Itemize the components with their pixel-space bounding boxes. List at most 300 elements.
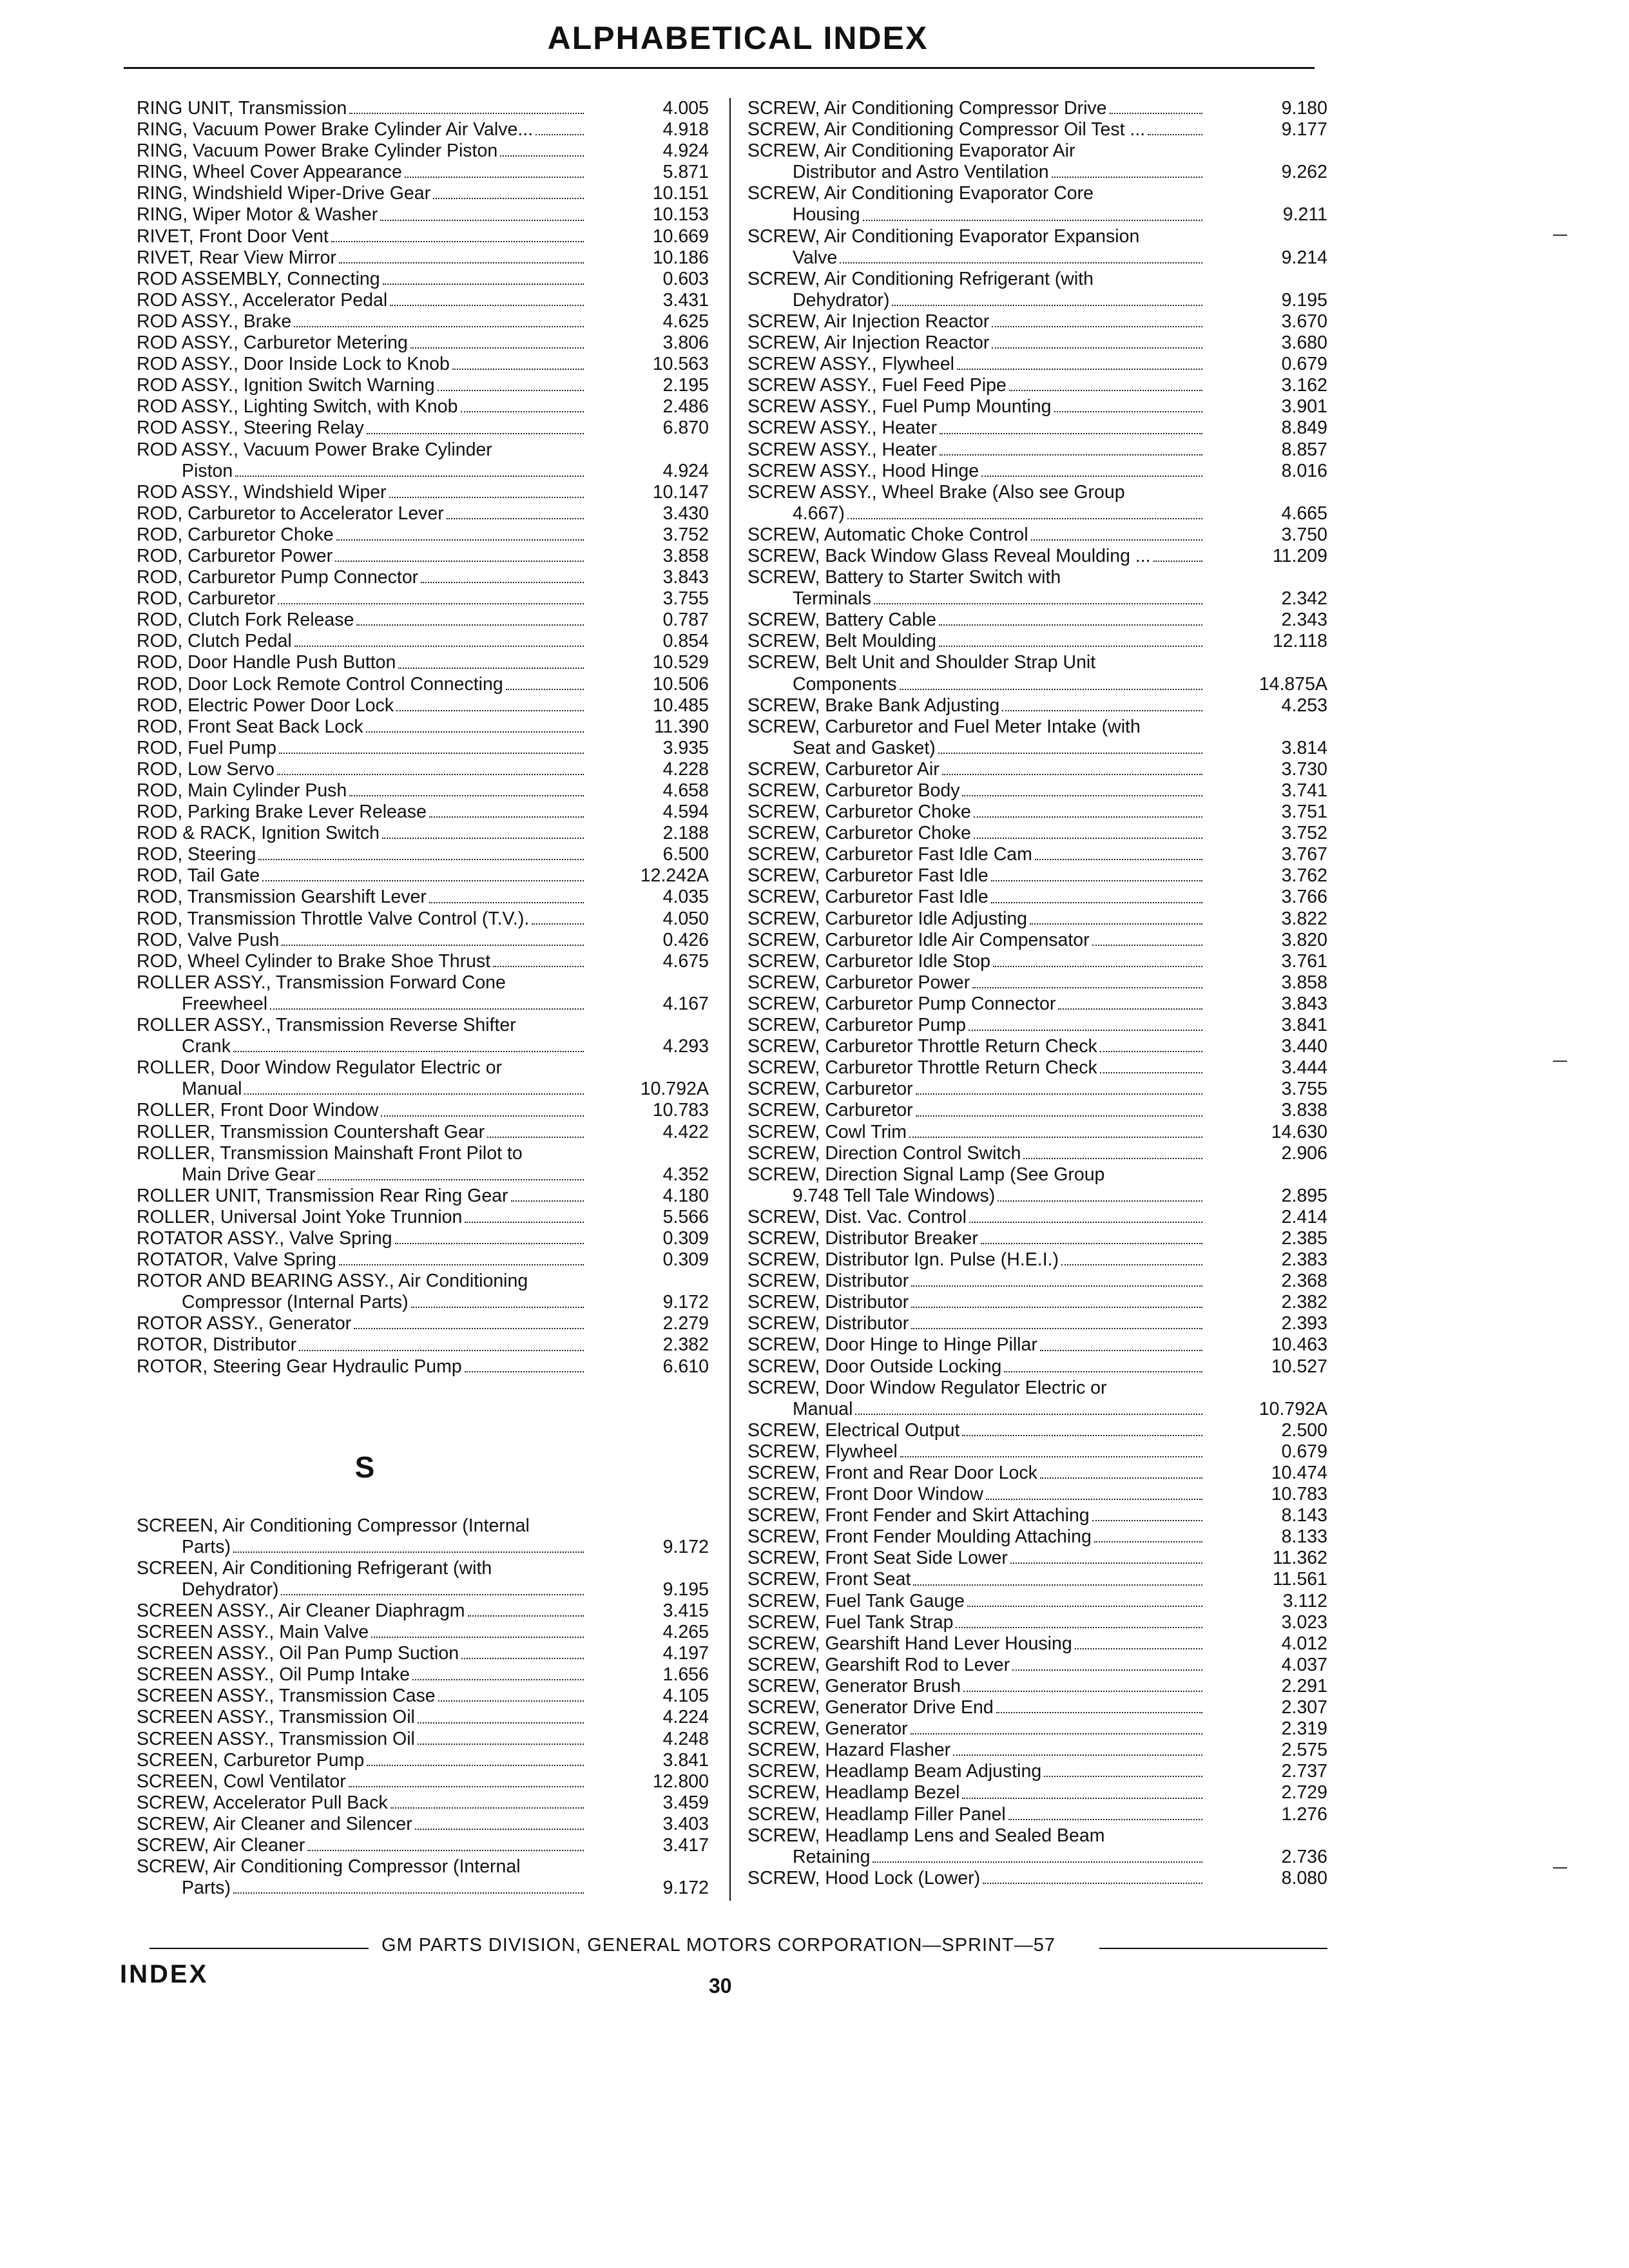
index-entry	[747, 1526, 1327, 1548]
index-entry	[137, 716, 709, 738]
dot-leader	[1035, 859, 1202, 860]
index-entry	[137, 887, 709, 908]
index-entry	[137, 930, 709, 951]
entry-text: ROD, Steering	[137, 844, 256, 865]
dot-leader	[339, 262, 584, 264]
dot-leader	[1004, 1371, 1202, 1372]
entry-line	[747, 972, 1205, 994]
entry-page-ref: 2.343	[1281, 610, 1327, 631]
entry-line	[137, 1186, 586, 1207]
index-entry	[137, 695, 709, 716]
entry-text: SCREW, Door Outside Locking	[747, 1356, 1002, 1377]
index-entry	[137, 1515, 709, 1558]
entry-text: SCREW, Fuel Tank Gauge	[747, 1590, 965, 1611]
entry-page-ref: 3.935	[662, 737, 709, 758]
entry-line	[137, 1079, 586, 1100]
entry-page-ref: 4.658	[662, 780, 709, 801]
index-entry	[747, 567, 1327, 610]
entry-name	[137, 716, 586, 738]
index-entry	[137, 1313, 709, 1334]
entry-line	[747, 247, 1205, 269]
entry-line	[137, 887, 586, 908]
index-entry	[137, 204, 709, 226]
entry-text: ROD, Clutch Pedal	[137, 631, 292, 652]
dot-leader	[487, 1137, 584, 1138]
margin-mark	[1553, 235, 1567, 236]
entry-line	[747, 1655, 1205, 1676]
entry-page-ref: 3.767	[1281, 844, 1327, 865]
entry-page-ref: 4.253	[1281, 695, 1327, 716]
entry-line	[137, 1664, 586, 1686]
entry-line	[137, 610, 586, 631]
entry-text: SCREW, Direction Signal Lamp (See Group	[747, 1164, 1105, 1185]
entry-line	[747, 1143, 1205, 1164]
dot-leader	[913, 1584, 1202, 1586]
entry-line	[747, 1057, 1205, 1079]
index-entry	[137, 567, 709, 588]
index-entry	[747, 865, 1327, 887]
index-entry	[137, 1122, 709, 1143]
entry-line	[747, 652, 1205, 673]
dot-leader	[281, 1594, 584, 1595]
entry-text: SCREW, Carburetor Throttle Return Check	[747, 1036, 1097, 1057]
index-entry	[747, 1463, 1327, 1484]
entry-name	[747, 375, 1205, 396]
index-entry	[747, 98, 1327, 119]
index-entry	[137, 1643, 709, 1664]
index-entry	[137, 1771, 709, 1792]
index-entry	[137, 780, 709, 802]
entry-text: Compressor (Internal Parts)	[182, 1292, 409, 1313]
entry-text: SCREW, Accelerator Pull Back	[137, 1792, 388, 1813]
entry-line	[747, 1356, 1205, 1378]
index-entry	[137, 610, 709, 631]
entry-line	[137, 1558, 586, 1579]
entry-page-ref: 9.180	[1281, 98, 1327, 119]
dot-leader	[279, 753, 584, 754]
entry-line	[747, 204, 1205, 226]
entry-text: Parts)	[182, 1536, 231, 1557]
dot-leader	[983, 1883, 1202, 1884]
entry-name	[137, 1228, 586, 1249]
entry-line	[747, 1740, 1205, 1761]
index-entry	[137, 1015, 709, 1057]
dot-leader	[1009, 390, 1202, 391]
entry-line	[747, 716, 1205, 738]
entry-name	[747, 119, 1205, 140]
index-entry	[137, 311, 709, 332]
entry-text: SCREW, Air Injection Reactor	[747, 311, 990, 332]
entry-name	[137, 908, 586, 930]
entry-page-ref: 3.670	[1281, 311, 1327, 332]
entry-name	[137, 951, 586, 972]
entry-page-ref: 9.211	[1282, 204, 1327, 226]
entry-line	[747, 140, 1205, 162]
index-entry	[137, 1814, 709, 1835]
dot-leader	[461, 1658, 584, 1659]
entry-line	[747, 226, 1205, 247]
entry-name	[747, 1761, 1205, 1782]
index-list-s	[137, 1515, 709, 1899]
entry-name	[747, 1697, 1205, 1718]
entry-text: ROD, Door Handle Push Button	[137, 652, 396, 673]
entry-line	[747, 439, 1205, 461]
entry-page-ref: 3.822	[1281, 908, 1327, 929]
entry-line	[747, 1569, 1205, 1590]
index-entry	[137, 1835, 709, 1856]
entry-page-ref: 2.729	[1281, 1782, 1327, 1803]
index-entry	[137, 226, 709, 247]
entry-page-ref: 3.806	[662, 332, 709, 354]
entry-text: SCREW, Gearshift Rod to Lever	[747, 1654, 1010, 1675]
entry-page-ref: 3.901	[1281, 396, 1327, 418]
entry-name	[747, 1804, 1205, 1825]
entry-name	[747, 1676, 1205, 1697]
entry-name	[747, 311, 1205, 332]
left-column	[137, 98, 709, 1899]
entry-line	[747, 823, 1205, 844]
footer-section-label: INDEX	[120, 1960, 209, 1988]
entry-line	[747, 567, 1205, 588]
entry-line	[137, 1600, 586, 1622]
entry-name	[747, 802, 1205, 823]
entry-name	[137, 1271, 586, 1313]
entry-text: SCREW, Carburetor Choke	[747, 802, 971, 823]
dot-leader	[911, 1285, 1202, 1287]
entry-line	[137, 1515, 586, 1537]
index-list-r	[137, 98, 709, 1378]
entry-name	[747, 1740, 1205, 1761]
margin-mark	[1553, 1061, 1567, 1062]
entry-page-ref: 10.153	[652, 204, 709, 226]
entry-name	[747, 844, 1205, 865]
dot-leader	[872, 1861, 1202, 1863]
entry-line	[747, 631, 1205, 652]
entry-page-ref: 10.186	[652, 247, 709, 268]
entry-name	[747, 418, 1205, 439]
entry-text: SCREW, Door Hinge to Hinge Pillar	[747, 1334, 1037, 1356]
entry-line	[137, 1643, 586, 1664]
entry-page-ref: 0.787	[662, 610, 709, 631]
entry-name	[747, 1207, 1205, 1228]
dot-leader	[981, 476, 1202, 477]
entry-text: SCREW ASSY., Heater	[747, 418, 938, 439]
dot-leader	[398, 668, 584, 669]
entry-text: ROD ASSEMBLY, Connecting	[137, 268, 380, 289]
index-list-screw	[747, 98, 1327, 1889]
entry-page-ref: 3.761	[1281, 950, 1327, 972]
entry-line	[137, 1579, 586, 1600]
entry-line	[747, 98, 1205, 119]
entry-name	[747, 1591, 1205, 1612]
dot-leader	[506, 689, 584, 690]
entry-page-ref: 10.506	[652, 673, 709, 695]
entry-name	[137, 1622, 586, 1643]
entry-text: ROD, Wheel Cylinder to Brake Shoe Thrust	[137, 950, 491, 972]
entry-text: SCREEN ASSY., Transmission Case	[137, 1686, 436, 1707]
entry-page-ref: 2.291	[1281, 1675, 1327, 1696]
entry-page-ref: 2.342	[1281, 588, 1327, 610]
index-entry	[137, 1249, 709, 1271]
entry-page-ref: 3.841	[662, 1749, 709, 1771]
entry-line	[137, 631, 586, 652]
index-entry	[747, 1079, 1327, 1100]
entry-line	[137, 1207, 586, 1228]
entry-page-ref: 0.603	[662, 268, 709, 289]
dot-leader	[511, 1200, 584, 1202]
entry-page-ref: 2.736	[1281, 1846, 1327, 1867]
dot-leader	[892, 305, 1202, 306]
dot-leader	[438, 1700, 584, 1702]
entry-text: Seat and Gasket)	[793, 737, 936, 758]
dot-leader	[282, 945, 584, 946]
entry-line	[137, 418, 586, 439]
entry-text: SCREW, Air Conditioning Compressor Oil Test ...	[747, 119, 1146, 140]
entry-line	[137, 738, 586, 759]
dot-leader	[418, 1722, 584, 1724]
entry-text: SCREW, Carburetor	[747, 1100, 913, 1121]
dot-leader	[468, 1615, 584, 1617]
entry-name	[747, 1122, 1205, 1143]
index-entry	[137, 1622, 709, 1643]
entry-page-ref: 3.403	[662, 1813, 709, 1834]
index-entry	[747, 140, 1327, 183]
entry-text: SCREW, Generator	[747, 1718, 908, 1740]
entry-text: SCREW ASSY., Heater	[747, 439, 938, 460]
entry-page-ref: 10.792A	[640, 1079, 709, 1100]
entry-page-ref: 9.195	[662, 1579, 709, 1600]
entry-line	[747, 887, 1205, 908]
index-entry	[747, 1761, 1327, 1782]
entry-line	[747, 183, 1205, 204]
index-entry	[747, 994, 1327, 1015]
index-entry	[747, 930, 1327, 951]
dot-leader	[438, 390, 584, 391]
entry-page-ref: 10.783	[1271, 1484, 1327, 1505]
entry-page-ref: 8.849	[1281, 418, 1327, 439]
dot-leader	[395, 1243, 584, 1244]
entry-name	[747, 396, 1205, 418]
entry-line	[747, 1249, 1205, 1271]
index-entry	[137, 738, 709, 759]
dot-leader	[863, 220, 1202, 221]
dot-leader	[331, 241, 584, 242]
entry-name	[137, 652, 586, 673]
entry-text: ROD, Door Lock Remote Control Connecting	[137, 673, 503, 695]
index-entry	[137, 674, 709, 695]
entry-text: SCREW, Carburetor Idle Adjusting	[747, 908, 1028, 929]
entry-name	[747, 1633, 1205, 1655]
entry-page-ref: 2.319	[1281, 1718, 1327, 1740]
entry-text: SCREW, Carburetor Choke	[747, 823, 971, 844]
dot-leader	[349, 1786, 584, 1787]
entry-page-ref: 4.228	[662, 758, 709, 780]
index-entry	[747, 1271, 1327, 1292]
entry-text: Manual	[793, 1398, 853, 1419]
entry-name	[747, 780, 1205, 802]
entry-line	[747, 1782, 1205, 1803]
entry-name	[137, 1515, 586, 1558]
entry-name	[137, 802, 586, 823]
dot-leader	[389, 497, 584, 498]
dot-leader	[992, 326, 1202, 327]
entry-text: SCREW, Carburetor Pump Connector	[747, 993, 1056, 1014]
entry-line	[747, 461, 1205, 482]
dot-leader	[993, 966, 1202, 967]
entry-page-ref: 4.265	[662, 1622, 709, 1643]
entry-line	[137, 1729, 586, 1750]
dot-leader	[938, 753, 1202, 754]
entry-name	[747, 226, 1205, 269]
entry-line	[747, 311, 1205, 332]
dot-leader	[1002, 710, 1202, 711]
entry-line	[747, 503, 1205, 524]
index-entry	[747, 1378, 1327, 1420]
entry-name	[137, 311, 586, 332]
dot-leader	[940, 454, 1202, 456]
entry-page-ref: 4.037	[1281, 1654, 1327, 1675]
dot-leader	[390, 305, 584, 306]
entry-line	[137, 1228, 586, 1249]
entry-line	[137, 1292, 586, 1313]
dot-leader	[233, 1552, 584, 1553]
entry-page-ref: 10.783	[652, 1100, 709, 1121]
entry-text: SCREW, Air Conditioning Refrigerant (with	[747, 268, 1094, 289]
entry-name	[747, 1505, 1205, 1526]
index-entry	[137, 247, 709, 269]
entry-page-ref: 10.529	[652, 652, 709, 673]
entry-page-ref: 3.112	[1282, 1590, 1327, 1611]
index-entry	[137, 418, 709, 439]
index-entry	[137, 908, 709, 930]
entry-page-ref: 12.242A	[640, 865, 709, 887]
entry-text: SCREW, Front Seat	[747, 1569, 911, 1590]
index-entry	[137, 396, 709, 418]
entry-name	[137, 1558, 586, 1600]
index-entry	[137, 140, 709, 162]
index-entry	[137, 375, 709, 396]
entry-page-ref: 2.500	[1281, 1419, 1327, 1441]
entry-line	[137, 354, 586, 375]
entry-page-ref: 3.843	[662, 567, 709, 588]
entry-name	[137, 503, 586, 524]
dot-leader	[874, 603, 1202, 604]
entry-text: SCREW, Hazard Flasher	[747, 1740, 951, 1761]
dot-leader	[258, 859, 584, 860]
dot-leader	[339, 1264, 584, 1265]
entry-text: ROD, Transmission Gearshift Lever	[137, 887, 427, 908]
entry-line	[747, 1228, 1205, 1249]
entry-name	[137, 1643, 586, 1664]
entry-line	[747, 759, 1205, 780]
entry-name	[137, 1100, 586, 1121]
dot-leader	[974, 838, 1202, 839]
entry-line	[747, 610, 1205, 631]
dot-leader	[1040, 1350, 1202, 1351]
dot-leader	[356, 624, 584, 626]
index-entry	[747, 908, 1327, 930]
entry-line	[137, 1015, 586, 1036]
entry-text: Distributor and Astro Ventilation	[793, 162, 1049, 183]
entry-page-ref: 10.669	[652, 226, 709, 247]
entry-line	[747, 1334, 1205, 1356]
entry-page-ref: 8.133	[1281, 1526, 1327, 1548]
dot-leader	[956, 1627, 1202, 1628]
entry-page-ref: 0.309	[662, 1249, 709, 1271]
entry-line	[137, 908, 586, 930]
dot-leader	[433, 198, 584, 199]
entry-line	[747, 1868, 1205, 1889]
entry-name	[747, 1420, 1205, 1441]
entry-name	[747, 1655, 1205, 1676]
entry-line	[747, 1100, 1205, 1121]
index-entry	[137, 162, 709, 183]
entry-text: Crank	[182, 1036, 231, 1057]
entry-line	[747, 1378, 1205, 1399]
index-entry	[747, 1207, 1327, 1228]
entry-name	[137, 1600, 586, 1622]
dot-leader	[299, 1350, 584, 1351]
entry-line	[137, 98, 586, 119]
entry-page-ref: 2.382	[1281, 1292, 1327, 1313]
entry-name	[137, 1664, 586, 1686]
entry-text: SCREW, Carburetor and Fuel Meter Intake (with	[747, 716, 1141, 737]
entry-line	[137, 1356, 586, 1378]
entry-text: ROD, Tail Gate	[137, 865, 260, 887]
entry-page-ref: 12.118	[1272, 631, 1327, 652]
dot-leader	[382, 838, 584, 839]
dot-leader	[840, 262, 1202, 264]
dot-leader	[992, 347, 1202, 349]
entry-line	[747, 1271, 1205, 1292]
entry-name	[747, 567, 1205, 610]
entry-text: SCREW, Gearshift Hand Lever Housing	[747, 1633, 1072, 1654]
entry-text: ROD ASSY., Vacuum Power Brake Cylinder	[137, 439, 492, 460]
entry-line	[747, 1591, 1205, 1612]
index-entry	[747, 546, 1327, 567]
entry-page-ref: 12.800	[652, 1771, 709, 1792]
entry-line	[747, 119, 1205, 140]
entry-text: SCREW, Belt Moulding	[747, 631, 937, 652]
entry-text: SCREW, Air Conditioning Evaporator Air	[747, 140, 1075, 162]
entry-line	[137, 1100, 586, 1121]
entry-name	[747, 823, 1205, 844]
entry-text: ROTOR, Steering Gear Hydraulic Pump	[137, 1356, 462, 1377]
entry-name	[137, 290, 586, 311]
entry-text: RING, Vacuum Power Brake Cylinder Air Valve...	[137, 119, 534, 140]
entry-line	[137, 226, 586, 247]
entry-page-ref: 4.012	[1281, 1633, 1327, 1654]
entry-name	[137, 738, 586, 759]
entry-page-ref: 3.431	[662, 289, 709, 311]
entry-page-ref: 4.180	[662, 1185, 709, 1206]
dot-leader	[1110, 113, 1202, 114]
entry-text: RING, Wiper Motor & Washer	[137, 204, 378, 226]
entry-text: SCREW ASSY., Wheel Brake (Also see Group	[747, 481, 1125, 503]
index-entry	[747, 610, 1327, 631]
entry-page-ref: 4.625	[662, 311, 709, 332]
entry-line	[747, 1015, 1205, 1036]
entry-name	[137, 140, 586, 162]
index-entry	[747, 1441, 1327, 1463]
entry-page-ref: 2.737	[1281, 1761, 1327, 1782]
entry-page-ref: 4.105	[662, 1686, 709, 1707]
entry-text: SCREW, Front Seat Side Lower	[747, 1548, 1008, 1569]
entry-line	[747, 354, 1205, 375]
entry-line	[747, 546, 1205, 567]
index-entry	[747, 1100, 1327, 1121]
entry-page-ref: 2.383	[1281, 1249, 1327, 1271]
